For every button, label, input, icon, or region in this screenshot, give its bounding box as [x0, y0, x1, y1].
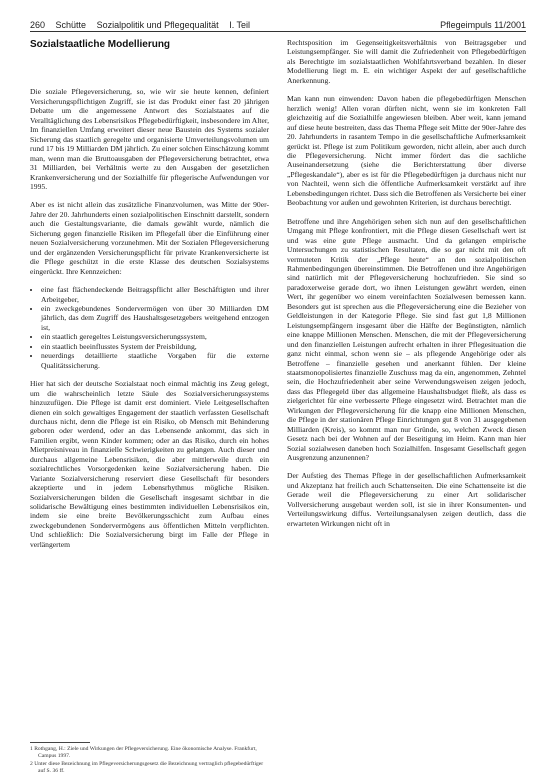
bullet-item: • ein staatlich geregeltes Leistungsversicherungssystem,: [41, 332, 269, 341]
section-title: Sozialstaatliche Modellierung: [30, 39, 171, 50]
footnote-rule: [30, 742, 90, 743]
paragraph: Die soziale Pflegeversicherung, so, wie wir sie heute kennen, definiert Versicherungspflichtigen Zugriff, sie ist das Produkt einer fast 20 jährigen Debatte um die angemessene Antwort des Sozialstaates auf die Veralltäglichung des Lebensrisikos Pflegebedürftigkeit, insbesondere im Alter, Im finanziellen Umfang erweitert dieser neue Baustein des Systems sozialer Sicherung das staatlich geregelte und organisierte Umverteilungsvolumen um rund 17 bis 19 Milliarden DM jährlich. Zu einer solchen Einschätzung kommt man, wenn man die Bruttoausgaben der Pflegeversicherung betrachtet, etwa 31 Milliarden, bei Verhältnis werte zu den Ausgaben der gesetzlichen Krankenversicherung und der Sozialhilfe für pflegerische Aufwendungen vor 1995.: [30, 87, 269, 191]
paragraph: Betroffene und ihre Angehörigen sehen sich nun auf den gesellschaftlichen Umgang mit Pflege konfrontiert, mit die Pflege diesen Gesellschaft wert ist und was eine gute Pflege ausmacht. Und da gelangen empirische Untersuchungen zu statistischen Resultaten, die so gar nicht mit den oft vermuteten Kritik der „Pflege heute“ an den sozialpolitischen Rahmenbedingungen übereinstimmen. Die Betroffenen und ihre Angehörigen sind natürlich mit der Pflegeversicherung hochzufrieden. Sie sind so paradoxerweise gerade dort, wo ihnen Leistungen gewährt werden, einen Wert, ihr gegenüber wo einem vereinfachten Sozialwesen bemessen kann. Besonders gut ist sprechen aus die Pflegeversicherung eine die Bezieher von Geldleistungen in der Kategorie Pflege. Sie sind fast gut 1,8 Millionen Leistungsempfängern insgesamt über die Hälfte der Begünstigten, nämlich eine knappe Millionen Menschen. Menschen, die mit der Pflegeversicherung und den finanziellen Leistungen aufrecht erhalten in ihrer Pflegesituation die ganz nicht einmal, schon wenn sie – als pflegende Angehörige oder als Betroffene – finanzielle gesehen und anerkannt fühlen. Der kleine staatsmonopolisiertes finanzielle Zuschuss mag da ein, angenommen, Zehntel sein, die Hochzufriedenheit aber seine Verwendungsweisen zeigen jedoch, dass das Pflegegeld über das allgemeine Haushaltsbudget fließt, als dass es zielgerichtet für eine verbesserte Pflege eingesetzt wird. Betrachtet man die Wirkungen der Pflegeversicherung für die knapp eine Millionen Menschen, die Pflege in der stationären Pflege Einrichtungen gut 8 von 31 ausgegebenen Milliarden (Kreis), so kommt man nur Gründe, so, welchen Zweck diesen Gesetz nach bei der Wohnen auf der Beseitigung im Heim. Kann man hier Sozial sozialwesen daneben hoch Sozialhilfen. Insgesamt Gesellschaft gegen Ausgrenzung anzunennen?: [287, 216, 526, 463]
header-rule: [30, 31, 526, 32]
bullet-item: • neuerdings detaillierte staatliche Vorgaben für die externe Qualitätssicherung.: [41, 351, 269, 370]
paragraph: Rechtsposition im Gegenseitigkeitsverhältnis von Beitragsgeber und Leistungsempfänger. Sie will damit die Zufriedenheit von Pflegebedürftigen als Berechtigte im sozialstaatlichen Wohlfahrtsverband bezahlen. In dieser Modellierung liegt m. E. ein wichtiger Aspekt der auf gesellschaftliche Anerkennung.: [287, 38, 526, 85]
paragraph: Der Aufstieg des Themas Pflege in der gesellschaftlichen Aufmerksamkeit und Akzeptanz hat freilich auch Schattenseiten. Die eine Schattenseite ist die Gerade weil die Pflegeversicherung zu einer Art solidarischer Vollversicherung ausgebaut werden soll, ist sie in ihrer Konsumenten- und Verteilungswirkung diffus. Verteilungsanalysen zeigen deutlich, dass die erwarteten Wirkungen nicht oft in: [287, 471, 526, 528]
bullet-item: • ein staatlich beeinflusstes System der Preisbildung,: [41, 342, 269, 351]
journal-name: Pflegeimpuls 11/2001: [440, 20, 526, 30]
footnote: 1 Rothgang, H.: Ziele und Wirkungen der Pflegeversicherung. Eine ökonomische Analyse. Frankfurt, Campus 1997.: [30, 746, 257, 759]
paragraph: Hier hat sich der deutsche Sozialstaat noch einmal mächtig ins Zeug gelegt, um die wahrscheinlich letzte Säule des Sozialversicherungssystems hinzuzufügen. Die Pflege ist damit erst dominiert. Viele Leitgesellschaften dienen ein solch gewaltiges Engagement der staatlich verfassten Gesellschaft durchaus nicht, denn die Pflege ist ein Risiko, ob Mensch mit Behinderung geboren oder werdend, oder an das Lebensende ankommt, das sich in Familien ergibt, wenn Kinder kommen; oder an das Risiko, durch ein hohes Mietpreisniveau in finanzielle Schwierigkeiten zu gelangen. Auch dieser und durchaus allgemeine Lebensrisiken, die aber mittlerweile durch ein sozialrechtliches Vorsorgedenken keine Sozialversicherung haben. Die Variante Sozialversicherung reserviert diese Gesellschaft für besonders akzeptierte und in jedem Lebensrhythmus mögliche Risiken. Sozialversicherungen bilden die Gesellschaft insgesamt sichtbar in die solidarische Bewältigung eines bestimmten individuellen Lebensrisikos ein, indem sie eine breite Bevölkerungsschicht zum Aufbau eines zweckgebundenen Sondervermögens aus öffentlichen Mitteln verpflichten. Und schließlich: Die Sozialversicherung birgt im Falle der Pflege in verlängertem: [30, 379, 269, 549]
page-number: 260: [30, 20, 46, 30]
left-column: [30, 38, 269, 558]
bullet-list: [30, 285, 269, 370]
paragraph: Aber es ist nicht allein das zusätzliche Finanzvolumen, was Mitte der 90er-Jahre der 20. Jahrhunderts einen sozialpolitischen Einschnitt darstellt, sondern auch die Gestaltungsvariante, die damals gewählt wurde, nämlich die Sicherung gegen finanzielle Risiken im Pflegefall über die Einführung einer neuen Sozialversicherung vorzunehmen. Mit der Sozialen Pflegeversicherung und der ergänzenden Versicherungspflicht für private Krankenversicherte ist die Pflege geschützt in die erste Klasse des deutschen Sozialsystems eingerückt. Ihre Kennzeichen:: [30, 200, 269, 276]
bullet-item: • ein zweckgebundenes Sondervermögen von über 30 Milliarden DM jährlich, das dem Zugriff des Haushaltsgesetzgebers weitgehend entzogen ist,: [41, 304, 269, 332]
right-column: [287, 38, 526, 537]
bullet-item: • eine fast flächendeckende Beitragspflicht aller Beschäftigten und ihrer Arbeitgeber,: [41, 285, 269, 304]
footnotes: [30, 742, 269, 776]
paragraph: Man kann nun einwenden: Davon haben die pflegebedürftigen Menschen herzlich wenig! Allen voran dürften nicht, wenn sie im konkreten Fall gleichzeitig auf die Sozialhilfe angewiesen bleiben. Aber weit, kann jemand auf diese heute bestreiten, dass das Thema Pflege seit Mitte der 90er-Jahre des 20. Jahrhunderts in rasantem Tempo in die gesellschaftliche Aufmerksamkeit gerückt ist. Pflege ist zum Politikum geworden, nicht allein, aber auch durch die Pflegeversicherung. Nicht immer fördert das die sachliche Auseinandersetzung (siehe die Berichterstattung über diverse „Pflegeskandale“), aber es ist für die Pflegebedürftigen ja durchaus nicht nur von Nachteil, wenn sich die öffentliche Aufmerksamkeit verstärkt auf ihre Lebensbedingungen richtet. Dass sich die Betroffenen als Versicherte bei einer Beobachtung vor außen und gewohnten Kriterien, ist durchaus berechtigt.: [287, 94, 526, 208]
header-title: Sozialpolitik und Pflegequalität: [96, 20, 219, 30]
footnote: 2 Unter diese Bezeichnung im Pflegeversicherungsgesetz die Bezeichnung vertraglich pflegebedürftiger auf S. 36 ff.: [30, 761, 264, 774]
header-left: [30, 20, 258, 30]
running-header: [30, 16, 526, 30]
header-part: I. Teil: [229, 20, 251, 30]
header-author: Schütte: [55, 20, 87, 30]
